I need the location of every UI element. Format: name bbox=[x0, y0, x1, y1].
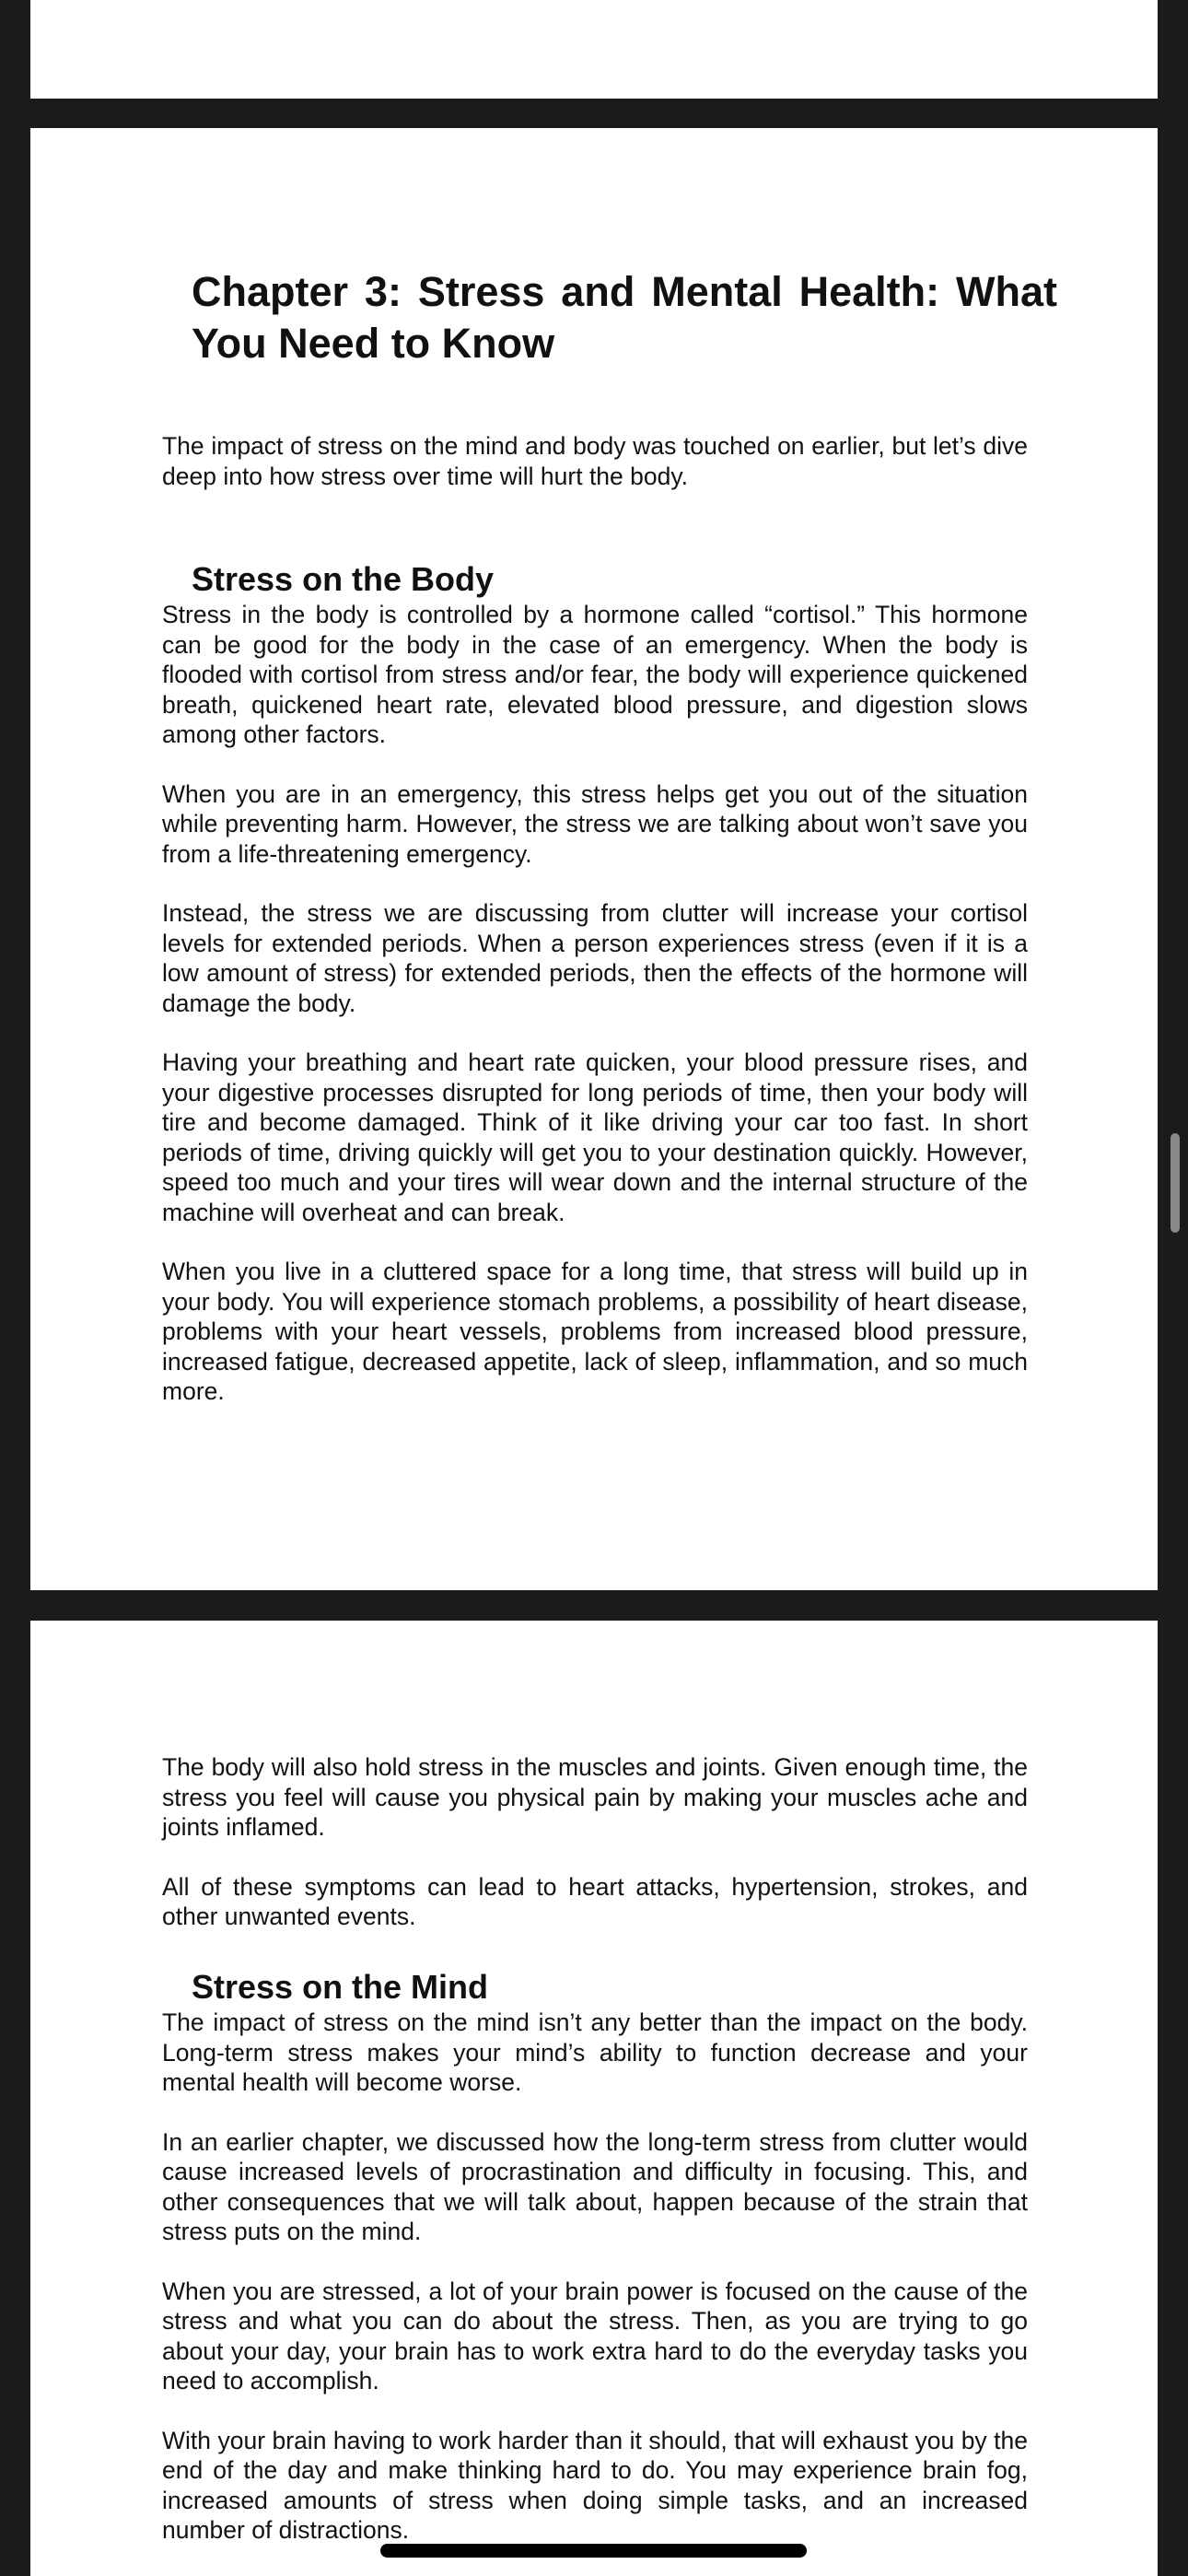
previous-page bbox=[30, 0, 1158, 99]
intro-paragraph: The impact of stress on the mind and body was touched on earlier, but let’s dive deep into how stress over time will hurt the body. bbox=[162, 432, 1028, 490]
paragraph: When you live in a cluttered space for a long time, that stress will build up in your body. You will experience stomach problems, a possibility of heart disease, problems with your heart vessels, problems from increased blood pressure, increased fatigue, decreased appetite, lack of sleep, inflammation, and so much more. bbox=[162, 1258, 1028, 1405]
paragraph: When you are stressed, a lot of your brain power is focused on the cause of the stress and what you can do about the stress. Then, as you are trying to go about your day, your brain has to work extra hard to do the everyday tasks you need to accomplish. bbox=[162, 2277, 1028, 2395]
document-page-chapter-3 bbox=[30, 128, 1158, 1590]
section-heading-stress-on-mind: Stress on the Mind bbox=[192, 1968, 489, 2006]
paragraph: Having your breathing and heart rate quicken, your blood pressure rises, and your digestive processes disrupted for long periods of time, then your body will tire and become damaged. Think of it like driving your car too fast. In short periods of time, driving quickly will get you to your destination quickly. However, speed too much and your tires will wear down and the internal structure of the machine will overheat and can break. bbox=[162, 1048, 1028, 1226]
paragraph: In an earlier chapter, we discussed how the long-term stress from clutter would cause increased levels of procrastination and difficulty in focusing. This, and other consequences that we will talk about, happen because of the strain that stress puts on the mind. bbox=[162, 2127, 1028, 2245]
stress-on-body-continued bbox=[162, 1752, 1028, 1932]
stress-on-mind-text bbox=[162, 2008, 1028, 2546]
paragraph: With your brain having to work harder than it should, that will exhaust you by the end of the day and make thinking hard to do. You may experience brain fog, increased amounts of stress when doing simple tasks, and an increased number of distractions. bbox=[162, 2426, 1028, 2544]
home-indicator[interactable] bbox=[380, 2544, 807, 2558]
section-heading-stress-on-body: Stress on the Body bbox=[192, 560, 495, 598]
paragraph: The impact of stress on the mind isn’t any better than the impact on the body. Long-term stress makes your mind’s ability to function decrease and your mental health will become worse. bbox=[162, 2008, 1028, 2096]
paragraph: All of these symptoms can lead to heart attacks, hypertension, strokes, and other unwanted events. bbox=[162, 1872, 1028, 1930]
chapter-title: Chapter 3: Stress and Mental Health: What You Need to Know bbox=[192, 268, 1057, 367]
scrollbar-thumb[interactable] bbox=[1171, 1133, 1180, 1233]
document-page-continued bbox=[30, 1621, 1158, 2576]
paragraph: The body will also hold stress in the muscles and joints. Given enough time, the stress you feel will cause you physical pain by making your muscles ache and joints inflamed. bbox=[162, 1753, 1028, 1841]
stress-on-body-text bbox=[162, 600, 1028, 1407]
paragraph: When you are in an emergency, this stress helps get you out of the situation while preventing harm. However, the stress we are talking about won’t save you from a life-threatening emergency. bbox=[162, 779, 1028, 868]
paragraph: Stress in the body is controlled by a hormone called “cortisol.” This hormone can be good for the body in the case of an emergency. When the body is flooded with cortisol from stress and/or fear, the body will experience quickened breath, quickened heart rate, elevated blood pressure, and digestion slows among other factors. bbox=[162, 601, 1028, 748]
paragraph: Instead, the stress we are discussing from clutter will increase your cortisol levels for extended periods. When a person experiences stress (even if it is a low amount of stress) for extended periods, then the effects of the hormone will damage the body. bbox=[162, 899, 1028, 1017]
intro-block bbox=[162, 431, 1028, 491]
